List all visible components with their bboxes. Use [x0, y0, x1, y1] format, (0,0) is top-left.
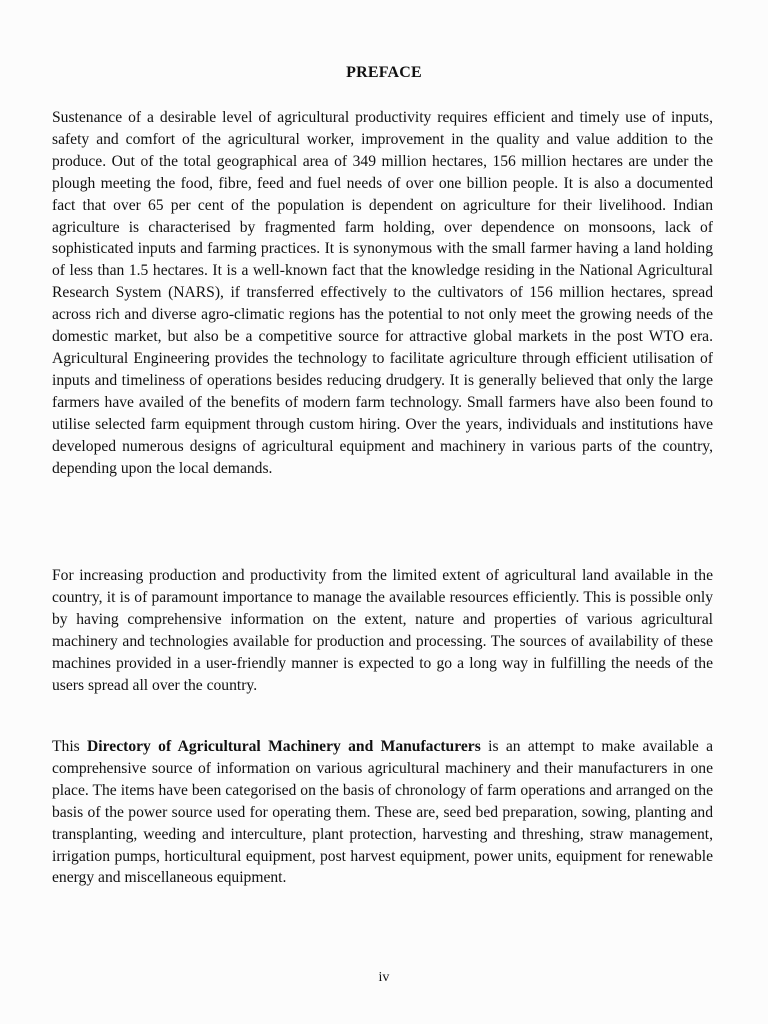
paragraph-3-rest: is an attempt to make available a comprehensive source of information on various agricultural machinery and their manufacturers in one place. The items have been categorised on the basis of chronology of farm operations and arranged on the basis of the power source used for operating them. These are, seed bed preparation, sowing, planting and transplanting, weeding and interculture, plant protection, harvesting and threshing, straw management, irrigation pumps, horticultural equipment, post harvest equipment, power units, equipment for renewable energy and miscellaneous equipment.	[52, 738, 714, 887]
paragraph-2: For increasing production and productivity from the limited extent of agricultural land available in the country, it is of paramount importance to manage the available resources efficiently. This is possible only by having comprehensive information on the extent, nature and properties of various agricultural machinery and technologies available for production and processing. The sources of availability of these machines provided in a user-friendly manner is expected to go a long way in fulfilling the needs of the users spread all over the country.	[52, 567, 713, 694]
paragraph-3	[52, 736, 713, 889]
page-title: PREFACE	[346, 64, 422, 81]
directory-title-bold: Directory of Agricultural Machinery and Manufacturers	[87, 738, 481, 755]
paragraph-3-lead: This	[52, 738, 88, 755]
page-number: iv	[378, 970, 390, 985]
paragraph-1: Sustenance of a desirable level of agricultural productivity requires efficient and timely use of inputs, safety and comfort of the agricultural worker, improvement in the quality and value addition to the produce. Out of the total geographical area of 349 million hectares, 156 million hectares are under the plough meeting the food, fibre, feed and fuel needs of over one billion people. It is also a documented fact that over 65 per cent of the population is dependent on agriculture for their livelihood. Indian agriculture is characterised by fragmented farm holding, over dependence on monsoons, lack of sophisticated inputs and farming practices. It is synonymous with the small farmer having a land holding of less than 1.5 hectares. It is a well-known fact that the knowledge residing in the National Agricultural Research System (NARS), if transferred effectively to the cultivators of 156 million hectares, spread across rich and diverse agro-climatic regions has the potential to not only meet the growing needs of the domestic market, but also be a competitive source for attractive global markets in the post WTO era. Agricultural Engineering provides the technology to facilitate agriculture through efficient utilisation of inputs and timeliness of operations besides reducing drudgery. It is generally believed that only the large farmers have availed of the benefits of modern farm technology. Small farmers have also been found to utilise selected farm equipment through custom hiring. Over the years, individuals and institutions have developed numerous designs of agricultural equipment and machinery in various parts of the country, depending upon the local demands.	[52, 109, 713, 477]
